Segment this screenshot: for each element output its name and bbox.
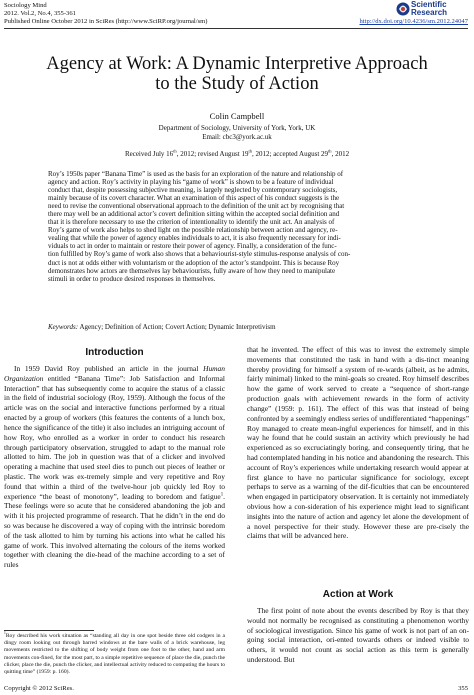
doi-header [360,18,469,26]
keywords-list: Agency; Definition of Action; Covert Action; Dynamic Interpretivism [78,323,276,331]
journal-title: Human Organization [4,364,225,383]
keywords-label: Keywords: [48,323,79,331]
header-rule [4,28,468,29]
author-email: Email: cbc3@york.ac.uk [202,132,272,141]
right-column-body [247,345,469,541]
keywords [48,323,426,331]
section-heading-introduction: Introduction [85,347,144,358]
action-at-work-body [247,606,469,665]
author-affiliation: Department of Sociology, University of York, York, UK Email: cbc3@york.ac.uk [0,124,474,141]
footnote-marker: 1 [220,492,224,498]
publisher-logo-icon [396,0,410,18]
author-name: Colin Campbell [209,111,265,121]
publisher-logo [396,0,466,20]
abstract: Roy’s 1950s paper “Banana Time” is used as the basis for an exploration of the nature and relationship of agency and action. Roy’s activity in playing his “game of work” is shown to be a feature of individual conduct that, despite possessing subjective meaning, is largely neglected by contemporary sociologists, mainly because of its covert character. What an examination of this aspect of his conduct suggests is the need to revise the conventional observational approach to the definition of the unit act by recognising that there may well be an additional actor’s covert definition sitting within the accepted social definition and that it is therefore necessary to use the criterion of intentionality to identify the unit act. An analysis of Roy’s game of work also helps to shed light on the possible relationship between action and agency, re- vealing that while the power of agency enables individuals to act, it is also frequently necessary for indi- viduals to act in order to maintain or restore their power of agency. Finally, a consideration of the func- tion fulfilled by Roy’s game of work also shows that a behaviourist-style stimulus-response analysis of con- duct is not at odds either with voluntarism or the adoption of the actor’s standpoint. This is because Roy demonstrates how actors are themselves lay behaviourists, fully aware of how they need to manipulate stimuli in order to produce desired responses in themselves. [48,170,351,283]
page-number: 355 [458,685,468,692]
running-header [4,2,207,26]
section-heading-action-at-work: Action at Work [322,589,394,600]
footnote: $^1$Roy described his work situation as “standing all day in one spot beside three old codgers in a dingy room looking out through barred windows at the bare walls of a brick warehouse, leg movements restricted to the shifting of body weight from one foot to the other, hand and arm movements con-fined, for the most part, to a simple repetitive sequence of place the die, punch the clicker, place the die, punch the clicker, and intellectual activity reduced to computing the hours to quitting time” (1959: p. 160). [4,631,225,676]
paragraph: In 1959 David Roy published an article in the journal Human Organization entitled “Banana Time”: Job Satisfaction and Informal Interaction” that has subsequently come to acquire the status of a classic in the field of industrial sociology (Roy, 1959). Although the focus of the article was on the social and interactive functions performed by a ritual enacted by a group of workers (this features the contents of a lunch box, hence the significance of the title) it also includes an intriguing account of how Roy, who enrolled as a worker in order to conduct his research through participatory observation, struggled to adapt to the manual role allotted to him. The job in question was that of a clicker and involved operating a machine that used steel dies to punch out pieces of leather or plastic. The work was ex-tremely simple and very repetitive and Roy found that within a third of the twelve-hour job quickly led Roy to experience “the beast of monotony”, leading to boredom and fatigue$^1$. These feelings were so acute that he considered abandoning the job and with it his projected programme of research. That he didn’t in the end do so was because he discovered a way of coping with the intrinsic boredom of the task allotted to him by turning his actions into what he called his game of work. This involved alternating the colours of the items worked together with cleaning the die-head of the machine according to a set of rules [4,364,225,570]
doi-link[interactable]: http://dx.doi.org/10.4236/sm.2012.24047 [359,18,468,25]
article-title: Agency at Work: A Dynamic Interpretive Approach to the Study of Action [46,54,428,94]
paragraph: The first point of note about the events described by Roy is that they would not normally be recognised as constituting a phenomenon worthy of sociological investigation. Since his game of work is not part of an on-going social interaction, ori-ented towards others or indeed visible to others, it would not count as social action as this term is generally understood. But [247,606,469,665]
footnote-rule [4,630,94,631]
copyright: Copyright © 2012 SciRes. [4,685,74,692]
journal-issue: 2012. Vol.2, No.4, 355-361 [4,10,76,17]
journal-name: Sociology Mind [4,2,47,9]
received-dates: Received July 16th, 2012; revised August 19th, 2012; accepted August 29th, 2012 [124,148,350,158]
paragraph: that he invented. The effect of this was to invest the extremely simple movements that constituted the task in hand with a dis-tinct meaning thereby providing for himself a system of re-wards (albeit, as he admits, fairly minimal) linked to the mini-goals so created. Roy himself describes how the game of work served to create a “sequence of short-range production goals with achievement rewards in the form of activity change” (1959: p. 161). The effect of this was that instead of being confronted by a seemingly endless series of undifferentiated “happenings” Roy managed to create mean-ingful experiences for himself, and in this way he found that he could sustain an activity which previously he had experienced as so excruciatingly boring, and consequently tiring, that he had contemplated handing in his notice and abandoning the research. This account of Roy’s experiences while undertaking research would appear at first glance to have no particular significance for sociology, except perhaps to serve as a warning of the dif-ficulties that can be encountered when engaged in participatory observation. It is certainly not immediately obvious how a con-sideration of his experience might lead to significant insights into the nature of action and agency let alone the development of a novel perspective for their study. However these are pre-cisely the claims that will be advanced here. [247,345,469,541]
introduction-body [4,364,225,570]
publisher-logo-text: Scientific Research [411,0,448,17]
publication-line: Published Online October 2012 in SciRes (http://www.SciRP.org/journal/sm) [4,18,208,25]
